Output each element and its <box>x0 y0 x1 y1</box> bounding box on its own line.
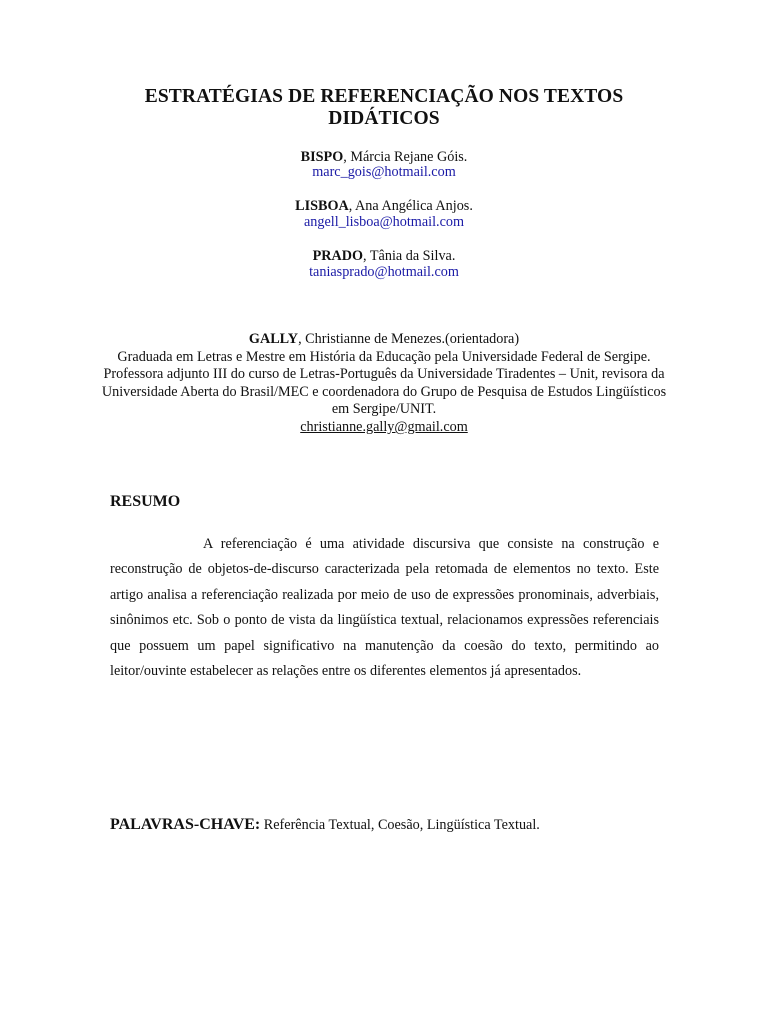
document-title: ESTRATÉGIAS DE REFERENCIAÇÃO NOS TEXTOS DIDÁTICOS <box>144 86 624 129</box>
abstract-heading: RESUMO <box>110 493 181 510</box>
author-surname: BISPO <box>300 149 344 165</box>
author-given-name: , Márcia Rejane Góis. <box>343 149 468 165</box>
advisor-given-name: , Christianne de Menezes.(orientadora) <box>298 331 520 347</box>
author-surname: PRADO <box>312 248 364 264</box>
advisor-email[interactable]: christianne.gally@gmail.com <box>300 418 468 435</box>
author-line <box>0 248 768 265</box>
author-surname: LISBOA <box>295 198 349 214</box>
author-email[interactable]: angell_lisboa@hotmail.com <box>303 214 465 230</box>
abstract-text: A referenciação é uma atividade discursiva que consiste na construção e reconstrução de objetos-de-discurso caracterizada pela retomada de elementos no texto. Este artigo analisa a referenciação realizada por meio de uso de expressões pronominais, adverbiais, sinônimos etc. Sob o ponto de vista da lingüística textual, relacionamos expressões referenciais que possuem um papel significativo na manutenção da coesão do texto, permitindo ao leitor/ouvinte estabelecer as relações entre os diferentes elementos já apresentados. <box>110 536 659 680</box>
keywords-value: Referência Textual, Coesão, Lingüística Textual. <box>260 817 540 833</box>
author-given-name: , Ana Angélica Anjos. <box>348 198 473 214</box>
advisor-block <box>100 331 668 437</box>
advisor-bio: Graduada em Letras e Mestre em História da Educação pela Universidade Federal de Sergipe. Professora adjunto III do curso de Letras-Português da Universidade Tiradentes – Unit, revisora da Universidade Aberta do Brasil/MEC e coordenadora do Grupo de Pesquisa de Estudos Lingüísticos em Sergipe/UNIT. <box>101 348 667 418</box>
keywords-label: PALAVRAS-CHAVE: <box>110 816 261 833</box>
keywords-line <box>110 815 540 835</box>
advisor-surname: GALLY <box>248 331 299 347</box>
author-line <box>0 198 768 215</box>
advisor-line <box>100 331 668 349</box>
author-email[interactable]: marc_gois@hotmail.com <box>312 164 456 180</box>
author-given-name: , Tânia da Silva. <box>363 248 456 264</box>
author-email[interactable]: taniasprado@hotmail.com <box>309 264 459 280</box>
